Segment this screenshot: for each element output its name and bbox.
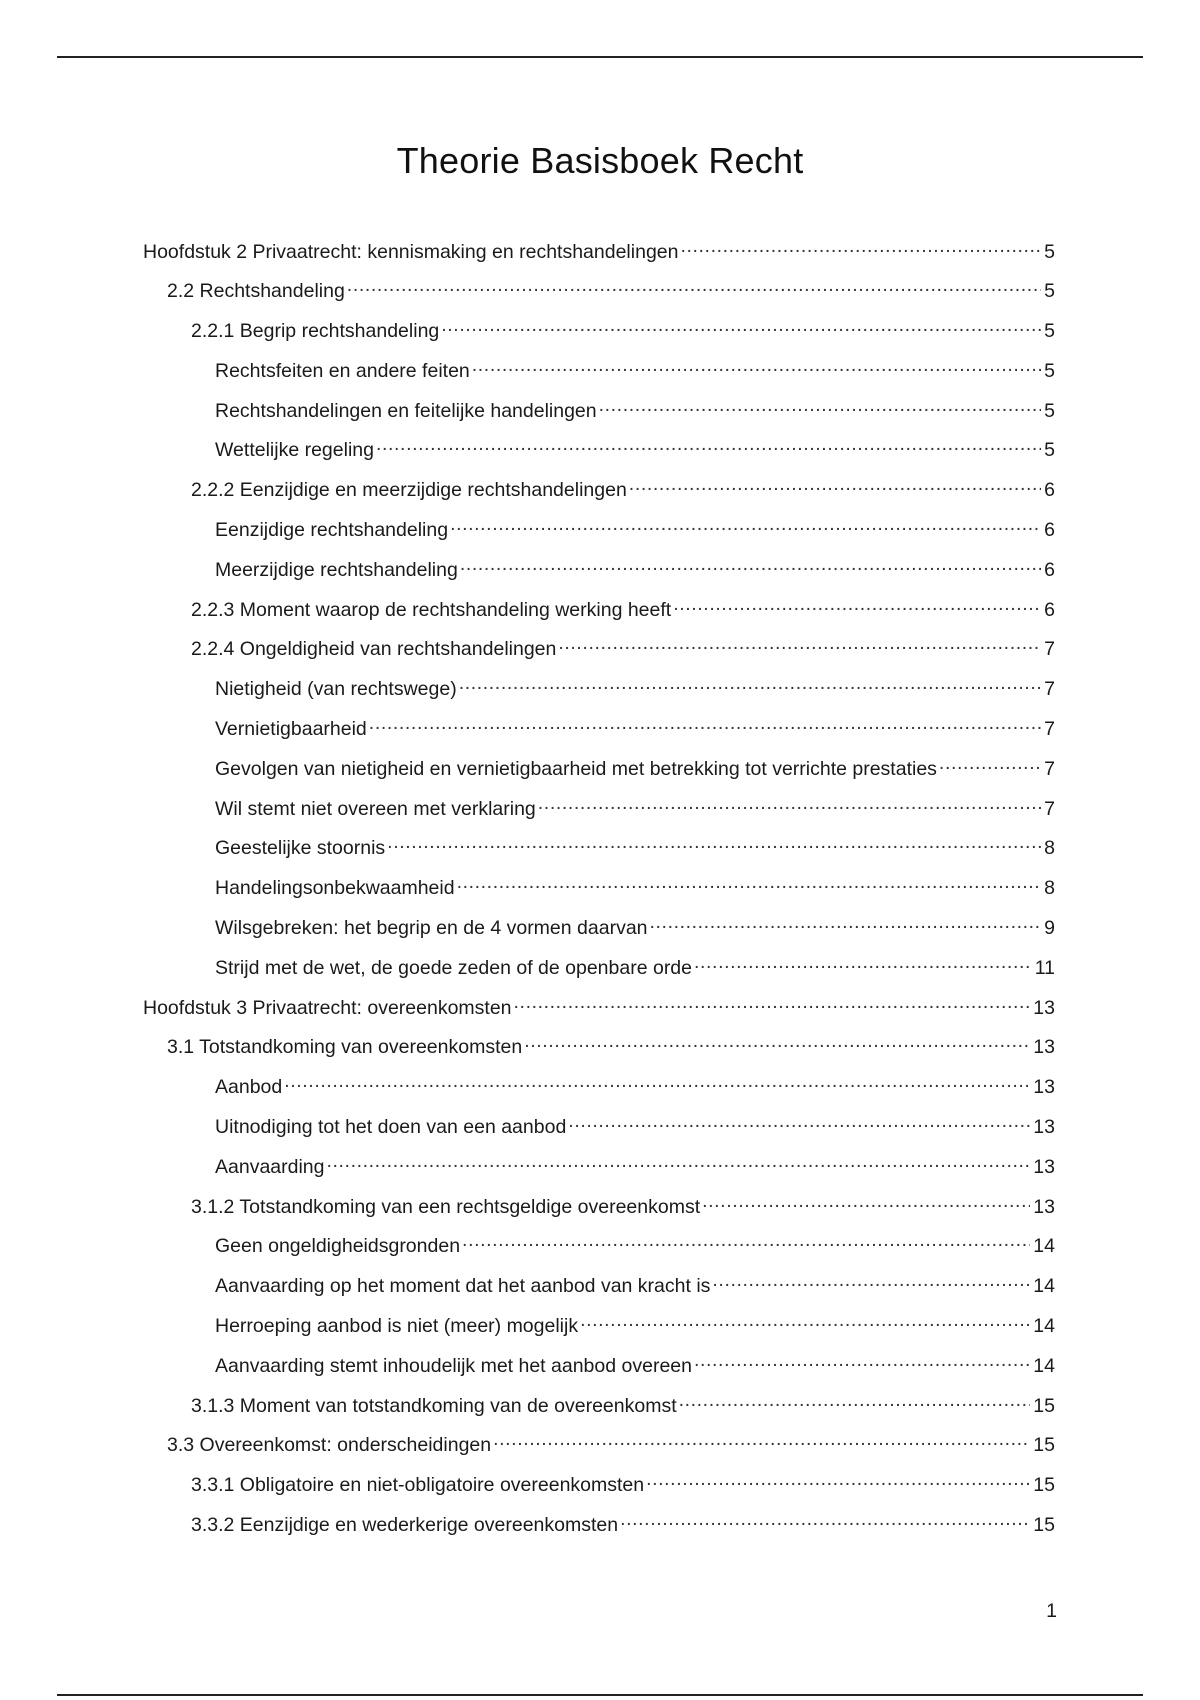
toc-dot-leader [282, 1074, 1030, 1094]
toc-entry-page: 14 [1033, 1315, 1055, 1338]
toc-entry-page: 14 [1033, 1275, 1055, 1298]
toc-entry-page: 5 [1044, 240, 1055, 263]
toc-entry[interactable] [143, 716, 1055, 756]
toc-entry-page: 13 [1033, 996, 1055, 1019]
toc-entry[interactable] [143, 1273, 1055, 1313]
toc-entry[interactable] [143, 636, 1055, 676]
toc-entry-page: 6 [1044, 558, 1055, 581]
toc-entry[interactable] [143, 1074, 1055, 1114]
toc-dot-leader [385, 835, 1041, 855]
toc-dot-leader [578, 1313, 1030, 1333]
toc-entry-label: 2.2 Rechtshandeling [167, 280, 345, 303]
toc-entry-label: Handelingsonbekwaamheid [215, 877, 455, 900]
toc-entry[interactable] [143, 318, 1055, 358]
toc-entry-page: 15 [1033, 1434, 1055, 1457]
toc-entry-page: 5 [1044, 280, 1055, 303]
toc-entry[interactable] [143, 676, 1055, 716]
toc-entry-label: Wettelijke regeling [215, 439, 374, 462]
toc-entry-label: Geen ongeldigheidsgronden [215, 1235, 461, 1258]
toc-dot-leader [692, 1352, 1030, 1372]
toc-dot-leader [470, 357, 1041, 377]
toc-entry-page: 5 [1044, 359, 1055, 382]
toc-entry-page: 14 [1033, 1235, 1055, 1258]
toc-entry-page: 5 [1044, 320, 1055, 343]
toc-entry-page: 7 [1044, 678, 1055, 701]
toc-dot-leader [597, 397, 1042, 417]
toc-entry[interactable] [143, 875, 1055, 915]
toc-dot-leader [455, 875, 1042, 895]
toc-entry-label: Meerzijdige rechtshandeling [215, 558, 458, 581]
toc-entry[interactable] [143, 1472, 1055, 1512]
toc-entry-label: Wilsgebreken: het begrip en de 4 vormen daarvan [215, 917, 648, 940]
toc-dot-leader [491, 1432, 1030, 1452]
toc-dot-leader [536, 795, 1041, 815]
toc-dot-leader [460, 1233, 1030, 1253]
toc-entry-page: 7 [1044, 718, 1055, 741]
document-title: Theorie Basisboek Recht [396, 140, 804, 181]
toc-dot-leader [374, 437, 1041, 457]
toc-dot-leader [700, 1193, 1030, 1213]
toc-entry[interactable] [143, 1114, 1055, 1154]
toc-entry[interactable] [143, 278, 1055, 318]
toc-entry-label: 2.2.2 Eenzijdige en meerzijdige rechtshandelingen [191, 479, 627, 502]
toc-entry-label: 3.1 Totstandkoming van overeenkomsten [167, 1036, 523, 1059]
toc-entry-label: 2.2.4 Ongeldigheid van rechtshandelingen [191, 638, 557, 661]
toc-entry-label: Hoofdstuk 2 Privaatrecht: kennismaking en rechtshandelingen [143, 240, 679, 263]
toc-entry-label: Aanvaarding [215, 1155, 325, 1178]
toc-entry-page: 15 [1033, 1514, 1055, 1536]
toc-entry-label: 3.1.2 Totstandkoming van een rechtsgeldige overeenkomst [191, 1195, 701, 1218]
toc-dot-leader [618, 1512, 1030, 1532]
toc-dot-leader [522, 1034, 1030, 1054]
toc-entry-page: 13 [1033, 1036, 1055, 1059]
toc-entry-page: 8 [1044, 877, 1055, 900]
toc-dot-leader [566, 1114, 1030, 1134]
toc-entry-label: Vernietigbaarheid [215, 718, 367, 741]
toc-dot-leader [448, 517, 1041, 537]
toc-dot-leader [677, 1392, 1031, 1412]
toc-entry[interactable] [143, 915, 1055, 955]
toc-entry-page: 7 [1044, 638, 1055, 661]
toc-entry-label: Rechtsfeiten en andere feiten [215, 359, 470, 382]
toc-dot-leader [648, 915, 1042, 935]
toc-entry-label: Uitnodiging tot het doen van een aanbod [215, 1116, 567, 1139]
toc-dot-leader [345, 278, 1041, 298]
toc-entry[interactable] [143, 357, 1055, 397]
toc-entry[interactable] [143, 1512, 1055, 1552]
toc-entry-label: Herroeping aanbod is niet (meer) mogelijk [215, 1315, 579, 1338]
toc-entry-label: 3.3 Overeenkomst: onderscheidingen [167, 1434, 492, 1457]
header-rule [57, 56, 1143, 58]
toc-dot-leader [937, 755, 1041, 775]
footer-rule [57, 1694, 1143, 1696]
toc-entry[interactable] [143, 517, 1055, 557]
toc-entry-label: 3.3.1 Obligatoire en niet-obligatoire overeenkomsten [191, 1474, 645, 1497]
toc-entry-page: 11 [1034, 956, 1055, 979]
toc-entry-page: 13 [1033, 1155, 1055, 1178]
toc-entry[interactable] [143, 397, 1055, 437]
toc-entry-page: 13 [1033, 1195, 1055, 1218]
toc-entry[interactable] [143, 596, 1055, 636]
toc-entry[interactable] [143, 755, 1055, 795]
toc-dot-leader [671, 596, 1041, 616]
toc-entry-page: 15 [1033, 1474, 1055, 1497]
toc-entry-label: Geestelijke stoornis [215, 837, 386, 860]
toc-entry-label: 3.1.3 Moment van totstandkoming van de overeenkomst [191, 1394, 677, 1417]
toc-entry[interactable] [143, 556, 1055, 596]
toc-entry[interactable] [143, 954, 1055, 994]
toc-dot-leader [325, 1153, 1031, 1173]
toc-entry[interactable] [143, 1034, 1055, 1074]
toc-dot-leader [457, 676, 1041, 696]
toc-dot-leader [692, 954, 1032, 974]
toc-dot-leader [627, 477, 1041, 497]
page-number: 1 [1046, 1600, 1057, 1622]
table-of-contents [143, 238, 1055, 1551]
toc-dot-leader [644, 1472, 1030, 1492]
toc-entry-page: 6 [1044, 598, 1055, 621]
toc-entry-label: Gevolgen van nietigheid en vernietigbaarheid met betrekking tot verrichte prestaties [215, 757, 937, 780]
toc-dot-leader [678, 238, 1041, 258]
toc-entry-label: Nietigheid (van rechtswege) [215, 678, 457, 701]
toc-entry[interactable] [143, 238, 1055, 278]
toc-entry-page: 14 [1033, 1354, 1055, 1377]
toc-entry[interactable] [143, 1193, 1055, 1233]
toc-entry[interactable] [143, 1392, 1055, 1432]
toc-dot-leader [458, 556, 1041, 576]
toc-dot-leader [556, 636, 1041, 656]
toc-entry-page: 6 [1044, 519, 1055, 542]
toc-entry-page: 8 [1044, 837, 1055, 860]
toc-entry-label: Aanvaarding stemt inhoudelijk met het aanbod overeen [215, 1354, 692, 1377]
toc-entry[interactable] [143, 1352, 1055, 1392]
toc-entry[interactable] [143, 1233, 1055, 1273]
toc-entry-label: Strijd met de wet, de goede zeden of de openbare orde [215, 956, 692, 979]
toc-entry-label: Wil stemt niet overeen met verklaring [215, 797, 536, 820]
toc-entry-page: 5 [1044, 399, 1055, 422]
toc-entry-label: Eenzijdige rechtshandeling [215, 519, 449, 542]
toc-entry[interactable] [143, 795, 1055, 835]
toc-entry-page: 7 [1044, 757, 1055, 780]
toc-entry[interactable] [143, 1153, 1055, 1193]
toc-entry-label: 2.2.3 Moment waarop de rechtshandeling werking heeft [191, 598, 672, 621]
toc-entry-label: 3.3.2 Eenzijdige en wederkerige overeenkomsten [191, 1514, 619, 1536]
toc-entry-label: Aanvaarding op het moment dat het aanbod van kracht is [215, 1275, 711, 1298]
toc-entry-label: Aanbod [215, 1076, 283, 1099]
toc-entry-label: Hoofdstuk 3 Privaatrecht: overeenkomsten [143, 996, 512, 1019]
toc-entry[interactable] [143, 994, 1055, 1034]
toc-entry-page: 13 [1033, 1116, 1055, 1139]
toc-entry-page: 13 [1033, 1076, 1055, 1099]
toc-entry-label: 2.2.1 Begrip rechtshandeling [191, 320, 440, 343]
toc-dot-leader [512, 994, 1031, 1014]
toc-dot-leader [710, 1273, 1030, 1293]
toc-entry-label: Rechtshandelingen en feitelijke handelingen [215, 399, 597, 422]
toc-entry-page: 15 [1033, 1394, 1055, 1417]
toc-entry[interactable] [143, 1313, 1055, 1353]
toc-entry[interactable] [143, 477, 1055, 517]
toc-entry[interactable] [143, 835, 1055, 875]
toc-dot-leader [439, 318, 1041, 338]
toc-entry-page: 5 [1044, 439, 1055, 462]
toc-entry[interactable] [143, 1432, 1055, 1472]
toc-dot-leader [367, 716, 1041, 736]
toc-entry-page: 9 [1044, 917, 1055, 940]
toc-entry[interactable] [143, 437, 1055, 477]
toc-entry-page: 7 [1044, 797, 1055, 820]
toc-entry-page: 6 [1044, 479, 1055, 502]
